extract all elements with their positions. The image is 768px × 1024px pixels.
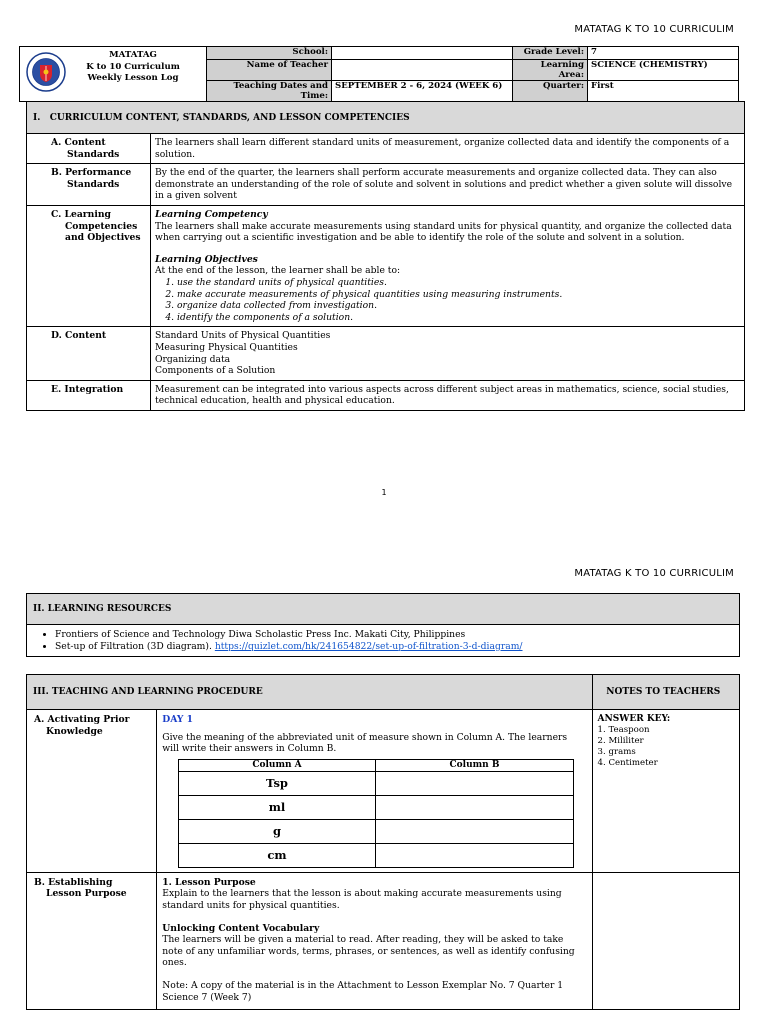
activating-label: A. Activating Prior Knowledge	[27, 710, 157, 873]
content-lines	[151, 327, 745, 380]
answer-key-title: ANSWER KEY:	[597, 714, 671, 724]
competencies-cell	[151, 205, 745, 326]
competency-text: The learners shall make accurate measurements using standard units for physical quantity, and organize the collected data when carrying out a scientific investigation and be able to identify the role of the solute and solvent in a solution.	[155, 220, 732, 244]
answer-cell[interactable]	[375, 795, 574, 819]
objective-item: 3. organize data collected from investigation.	[177, 300, 740, 312]
dates-label: Teaching Dates and Time:	[207, 81, 332, 102]
school-value	[332, 47, 513, 60]
content-standards-label: A. Content Standards	[27, 134, 151, 164]
table-row	[179, 771, 574, 795]
table-row	[179, 843, 574, 867]
integration-label: E. Integration	[27, 380, 151, 410]
objectives-heading: Learning Objectives	[155, 253, 258, 265]
logo-line-2: K to 10 Curriculum	[86, 61, 180, 72]
competencies-label: C. Learning Competencies and Objectives	[27, 205, 151, 326]
quarter-label: Quarter:	[513, 81, 588, 102]
content-line: Components of a Solution	[155, 365, 276, 377]
table-row	[179, 819, 574, 843]
purpose-text: Explain to the learners that the lesson is about making accurate measurements using standard units for physical quantities.	[162, 888, 562, 911]
column-b-header: Column B	[375, 759, 574, 771]
answer-cell[interactable]	[375, 771, 574, 795]
header-box	[19, 46, 739, 102]
logo-cell	[20, 47, 207, 102]
establishing-label: B. Establishing Lesson Purpose	[27, 872, 157, 1009]
resources-list	[33, 629, 733, 652]
section1-title	[27, 102, 745, 134]
integration-text: Measurement can be integrated into various aspects across different subject areas in mathematics, science, social studies, technical education, health and physical education.	[151, 380, 745, 410]
grade-label: Grade Level:	[513, 47, 588, 60]
performance-standards-text: By the end of the quarter, the learners shall perform accurate measurements and organize collected data. They can also demonstrate an understanding of the role of solute and solvent in solutions and predict whether a given solute will dissolve in a given solvent	[151, 164, 745, 206]
running-header: MATATAG K TO 10 CURRICULIM	[574, 568, 734, 579]
vocab-text: The learners will be given a material to read. After reading, they will be asked to take note of any unfamiliar words, terms, phrases, or sentences, as well as identify confusing ones.	[162, 934, 575, 969]
answer-cell[interactable]	[375, 819, 574, 843]
page-number: 1	[381, 488, 387, 497]
objective-item: 4. identify the components of a solution.	[177, 312, 740, 324]
running-header: MATATAG K TO 10 CURRICULIM	[574, 24, 734, 35]
table-row	[179, 795, 574, 819]
competency-heading: Learning Competency	[155, 208, 268, 220]
teacher-value	[332, 60, 513, 81]
unit-cell: cm	[179, 843, 375, 867]
answer-key-cell	[592, 710, 739, 873]
establishing-cell	[157, 872, 592, 1009]
purpose-heading: 1. Lesson Purpose	[162, 876, 256, 888]
objective-item: 1. use the standard units of physical quantities.	[177, 277, 740, 289]
grade-value: 7	[588, 47, 739, 60]
content-line: Organizing data	[155, 353, 231, 365]
answer-item: 3. grams	[597, 747, 636, 757]
dates-value: SEPTEMBER 2 - 6, 2024 (WEEK 6)	[332, 81, 513, 102]
section3-title: III. TEACHING AND LEARNING PROCEDURE	[27, 675, 593, 710]
logo-line-3: Weekly Lesson Log	[87, 73, 179, 83]
performance-standards-label: B. Performance Standards	[27, 164, 151, 206]
activating-cell	[157, 710, 592, 873]
objectives-list	[155, 277, 740, 323]
vocab-heading: Unlocking Content Vocabulary	[162, 922, 320, 934]
deped-seal-icon	[26, 52, 66, 92]
establishing-notes-cell	[592, 872, 739, 1009]
objective-item: 2. make accurate measurements of physical quantities using measuring instruments.	[177, 289, 740, 301]
resource-item: • Frontiers of Science and Technology Diwa Scholastic Press Inc. Makati City, Philippines	[55, 629, 733, 641]
content-line: Measuring Physical Quantities	[155, 341, 298, 353]
resource-item: • Set-up of Filtration (3D diagram). https://quizlet.com/hk/241654822/set-up-of-filtration-3-d-diagram/	[55, 641, 733, 653]
unit-cell: Tsp	[179, 771, 375, 795]
section1-numeral: I.	[33, 112, 41, 123]
day-label: DAY 1	[162, 714, 194, 725]
notes-title: NOTES TO TEACHERS	[592, 675, 739, 710]
content-line: Standard Units of Physical Quantities	[155, 330, 331, 342]
filtration-diagram-link[interactable]: https://quizlet.com/hk/241654822/set-up-of-filtration-3-d-diagram/	[214, 640, 523, 652]
section1-title-text: CURRICULUM CONTENT, STANDARDS, AND LESSON COMPETENCIES	[49, 112, 410, 123]
answer-cell[interactable]	[375, 843, 574, 867]
area-value: SCIENCE (CHEMISTRY)	[588, 60, 739, 81]
section-learning-resources	[26, 593, 740, 657]
activating-instruction: Give the meaning of the abbreviated unit of measure shown in Column A. The learners will write their answers in Column B.	[162, 731, 568, 755]
note-text: Note: A copy of the material is in the Attachment to Lesson Exemplar No. 7 Quarter 1 Science 7 (Week 7)	[162, 979, 564, 1003]
area-label: Learning Area:	[513, 60, 588, 81]
column-a-header: Column A	[179, 759, 375, 771]
objectives-intro: At the end of the lesson, the learner shall be able to:	[155, 265, 401, 277]
section-curriculum-content	[26, 101, 745, 411]
section-teaching-procedure	[26, 674, 740, 1010]
quarter-value: First	[588, 81, 739, 102]
resources-cell	[27, 625, 740, 657]
teacher-label: Name of Teacher	[207, 60, 332, 81]
answer-item: 1. Teaspoon	[597, 725, 650, 735]
logo-line-1: MATATAG	[109, 50, 157, 60]
answer-item: 4. Centimeter	[597, 758, 658, 768]
content-standards-text: The learners shall learn different standard units of measurement, organize collected data and identify the components of a solution.	[151, 134, 745, 164]
content-label: D. Content	[27, 327, 151, 380]
unit-cell: ml	[179, 795, 375, 819]
units-table	[178, 759, 574, 868]
section2-title: II. LEARNING RESOURCES	[27, 594, 740, 625]
unit-cell: g	[179, 819, 375, 843]
answer-item: 2. Mililiter	[597, 736, 644, 746]
school-label: School:	[207, 47, 332, 60]
